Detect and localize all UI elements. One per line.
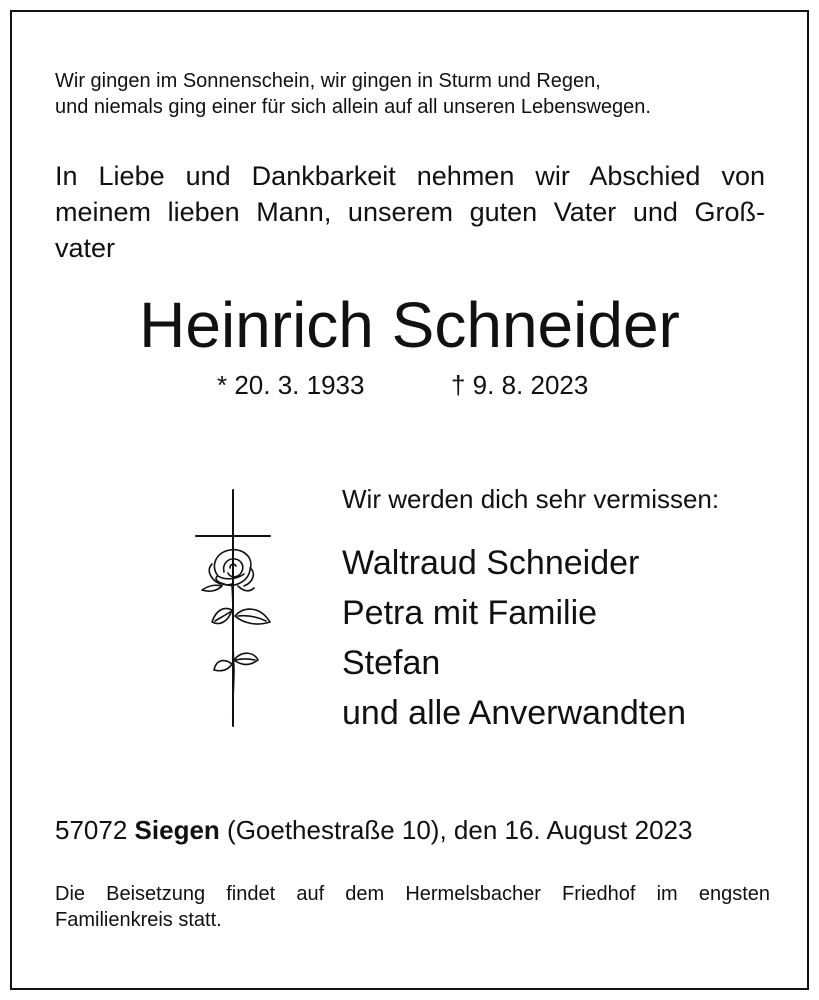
mourner-name: Stefan [342, 644, 441, 682]
cross-with-rose-icon [188, 488, 278, 728]
deceased-name: Heinrich Schneider [139, 289, 680, 361]
intro-text [55, 158, 765, 266]
mourners-list [342, 538, 686, 738]
place-and-date [55, 813, 692, 847]
mourner-name: Petra mit Familie [342, 594, 598, 632]
address-and-date: (Goethestraße 10), den 16. August 2023 [227, 815, 693, 845]
mourners-heading: Wir werden dich sehr vermissen: [342, 484, 720, 514]
poem-line-1: Wir gingen im Sonnenschein, wir gingen in Sturm und Regen, [55, 70, 601, 92]
mourner-name: und alle Anverwandten [342, 694, 687, 732]
birth-date: * 20. 3. 1933 [217, 370, 365, 400]
zip-code: 57072 [55, 815, 128, 845]
intro-line-1: In Liebe und Dankbarkeit nehmen wir Abschied von [55, 161, 765, 191]
burial-line-2: Familienkreis statt. [55, 909, 222, 931]
intro-line-2: meinem lieben Mann, unserem guten Vater und Groß- [55, 197, 765, 227]
burial-line-1: Die Beisetzung findet auf dem Hermelsbacher Friedhof im engsten [55, 883, 770, 905]
city: Siegen [134, 815, 220, 845]
intro-line-3: vater [55, 233, 116, 263]
death-date: † 9. 8. 2023 [451, 370, 589, 400]
poem-line-2: und niemals ging einer für sich allein auf all unseren Lebenswegen. [55, 96, 651, 118]
mourner-name: Waltraud Schneider [342, 544, 640, 582]
burial-notice [55, 881, 770, 933]
poem [55, 68, 651, 120]
